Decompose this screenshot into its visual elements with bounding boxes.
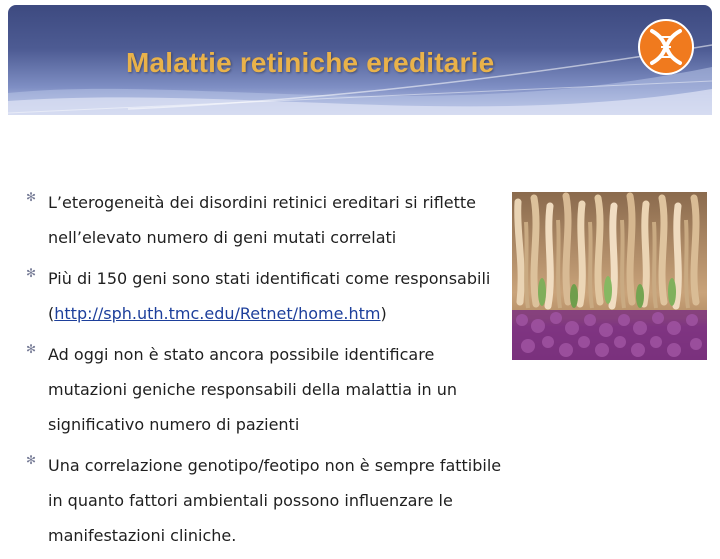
bullet-text: L’eterogeneità dei disordini retinici ereditari si riflette nell’elevato numero di geni mutati correlati (48, 193, 477, 247)
asterisk-bullet-icon: ✻ (26, 266, 37, 280)
bullet-text (48, 261, 516, 331)
bullet-item (26, 448, 516, 553)
bullet-text-after-link: ) (380, 304, 387, 323)
asterisk-bullet-icon: ✻ (26, 453, 37, 467)
bullet-item (26, 185, 516, 255)
asterisk-bullet-icon: ✻ (26, 342, 37, 356)
header-banner (8, 5, 712, 115)
bullet-text: Una correlazione genotipo/feotipo non è sempre fattibile in quanto fattori ambientali possono influenzare le manifestazioni cliniche. (48, 456, 502, 545)
bullet-text: Ad oggi non è stato ancora possibile identificare mutazioni geniche responsabili della malattia in un significativo numero di pazienti (48, 345, 458, 434)
bullet-text-before-link: Più di 150 geni sono stati identificati come responsabili ( (48, 269, 491, 323)
retina-photoreceptors-image (512, 192, 707, 360)
retnet-link[interactable]: http://sph.uth.tmc.edu/Retnet/home.htm (54, 304, 381, 323)
bullet-list (26, 185, 516, 559)
asterisk-bullet-icon: ✻ (26, 190, 37, 204)
bullet-item (26, 261, 516, 331)
dna-helix-logo-icon (636, 17, 696, 77)
slide-title: Malattie retiniche ereditarie (126, 47, 495, 78)
bullet-item (26, 337, 516, 442)
